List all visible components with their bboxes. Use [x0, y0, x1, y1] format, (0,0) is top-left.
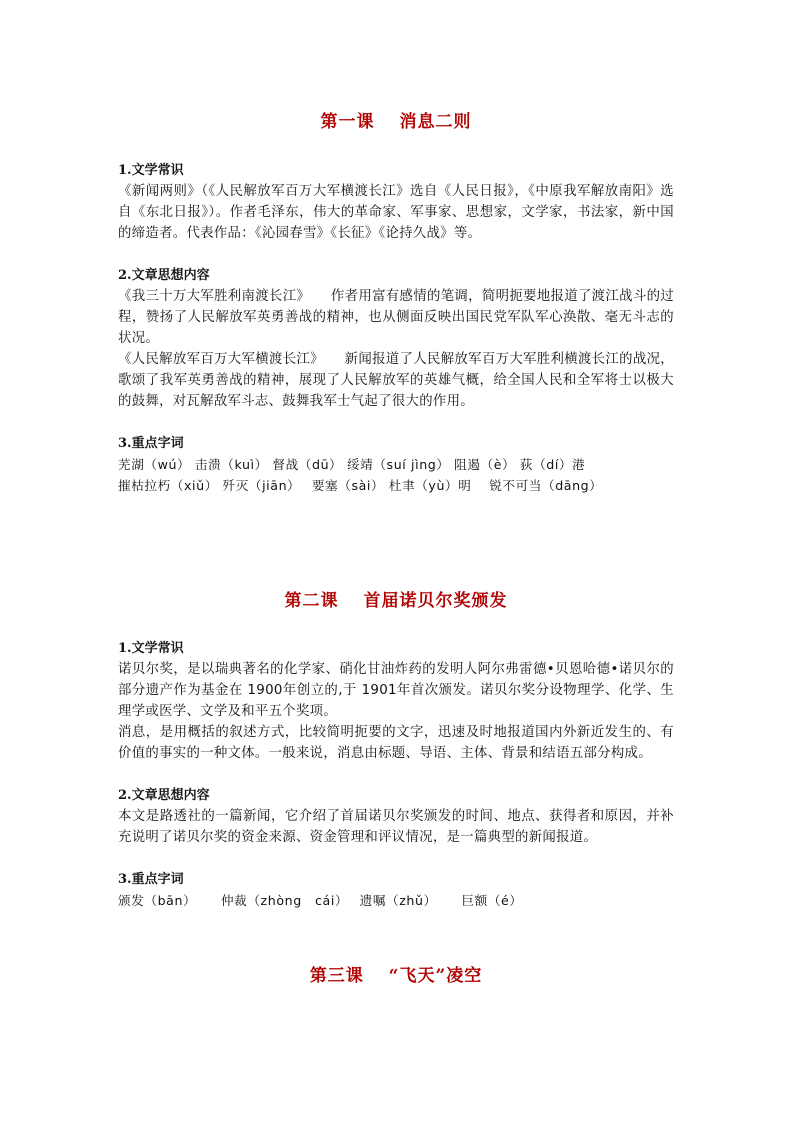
- lesson-3-title: 第三课 “飞天”凌空: [309, 966, 483, 986]
- paragraph-content: 本文是路透社的一篇新闻，它介绍了首届诺贝尔奖颁发的时间、地点、获得者和原因，并补充说明了诺贝尔奖的资金来源、资金管理和评议情况，是一篇典型的新闻报道。: [118, 809, 674, 845]
- vocabulary-line: 颁发（bān） 仲裁（zhòng cái） 遗嘱（zhǔ） 巨额（é）: [118, 893, 523, 908]
- section-heading-content: 2.文章思想内容: [118, 268, 210, 283]
- section-heading-vocabulary: 3.重点字词: [118, 436, 184, 451]
- paragraph-content-2: 《人民解放军百万大军横渡长江》 新闻报道了人民解放军百万大军胜利横渡长江的战况，歌颂了我军英勇善战的精神，展现了人民解放军的英雄气概，给全国人民和全军将士以极大的鼓舞，对瓦解敌军斗志、鼓舞我军士气起了很大的作用。: [118, 352, 674, 409]
- paragraph-nobel: 诺贝尔奖，是以瑞典著名的化学家、硝化甘油炸药的发明人阿尔弗雷德•贝恩哈德•诺贝尔的部分遗产作为基金在 1900年创立的,于 1901年首次颁发。诺贝尔奖分设物理学、化学、生理学或医学、文学及和平五个奖项。: [118, 662, 674, 719]
- lesson-1-title: 第一课 消息二则: [320, 112, 472, 132]
- section-heading-literature: 1.文学常识: [118, 641, 184, 656]
- section-heading-literature: 1.文学常识: [118, 163, 184, 178]
- lesson-2-section-2: [118, 785, 674, 848]
- section-heading-vocabulary: 3.重点字词: [118, 872, 184, 887]
- lesson-1-section-1: [118, 160, 674, 244]
- lesson-1-section-2: [118, 265, 674, 412]
- lesson-2-title: 第二课 首届诺贝尔奖颁发: [284, 591, 508, 611]
- lesson-1-section-3: [118, 433, 674, 496]
- vocabulary-line-1: 芜湖（wú） 击溃（kuì） 督战（dū） 绥靖（suí jìng） 阻遏（è） 荻（dí）港: [118, 457, 586, 472]
- lesson-2-section-3: [118, 869, 674, 911]
- section-heading-content: 2.文章思想内容: [118, 788, 210, 803]
- paragraph-literature: 《新闻两则》（《人民解放军百万大军横渡长江》选自《人民日报》，《中原我军解放南阳》选自《东北日报》）。作者毛泽东，伟大的革命家、军事家、思想家，文学家，书法家，新中国的缔造者。代表作品：《沁园春雪》《长征》《论持久战》等。: [118, 184, 674, 241]
- lesson-2-section-1: [118, 638, 674, 764]
- vocabulary-line-2: 摧枯拉朽（xiǔ） 歼灭（jiān） 要塞（sài） 杜聿（yù）明 锐不可当（dāng）: [118, 478, 603, 493]
- paragraph-news-definition: 消息，是用概括的叙述方式，比较简明扼要的文字，迅速及时地报道国内外新近发生的、有价值的事实的一种文体。一般来说，消息由标题、导语、主体、背景和结语五部分构成。: [118, 725, 674, 761]
- paragraph-content-1: 《我三十万大军胜利南渡长江》 作者用富有感情的笔调，简明扼要地报道了渡江战斗的过程，赞扬了人民解放军英勇善战的精神，也从侧面反映出国民党军队军心涣散、毫无斗志的状况。: [118, 289, 674, 346]
